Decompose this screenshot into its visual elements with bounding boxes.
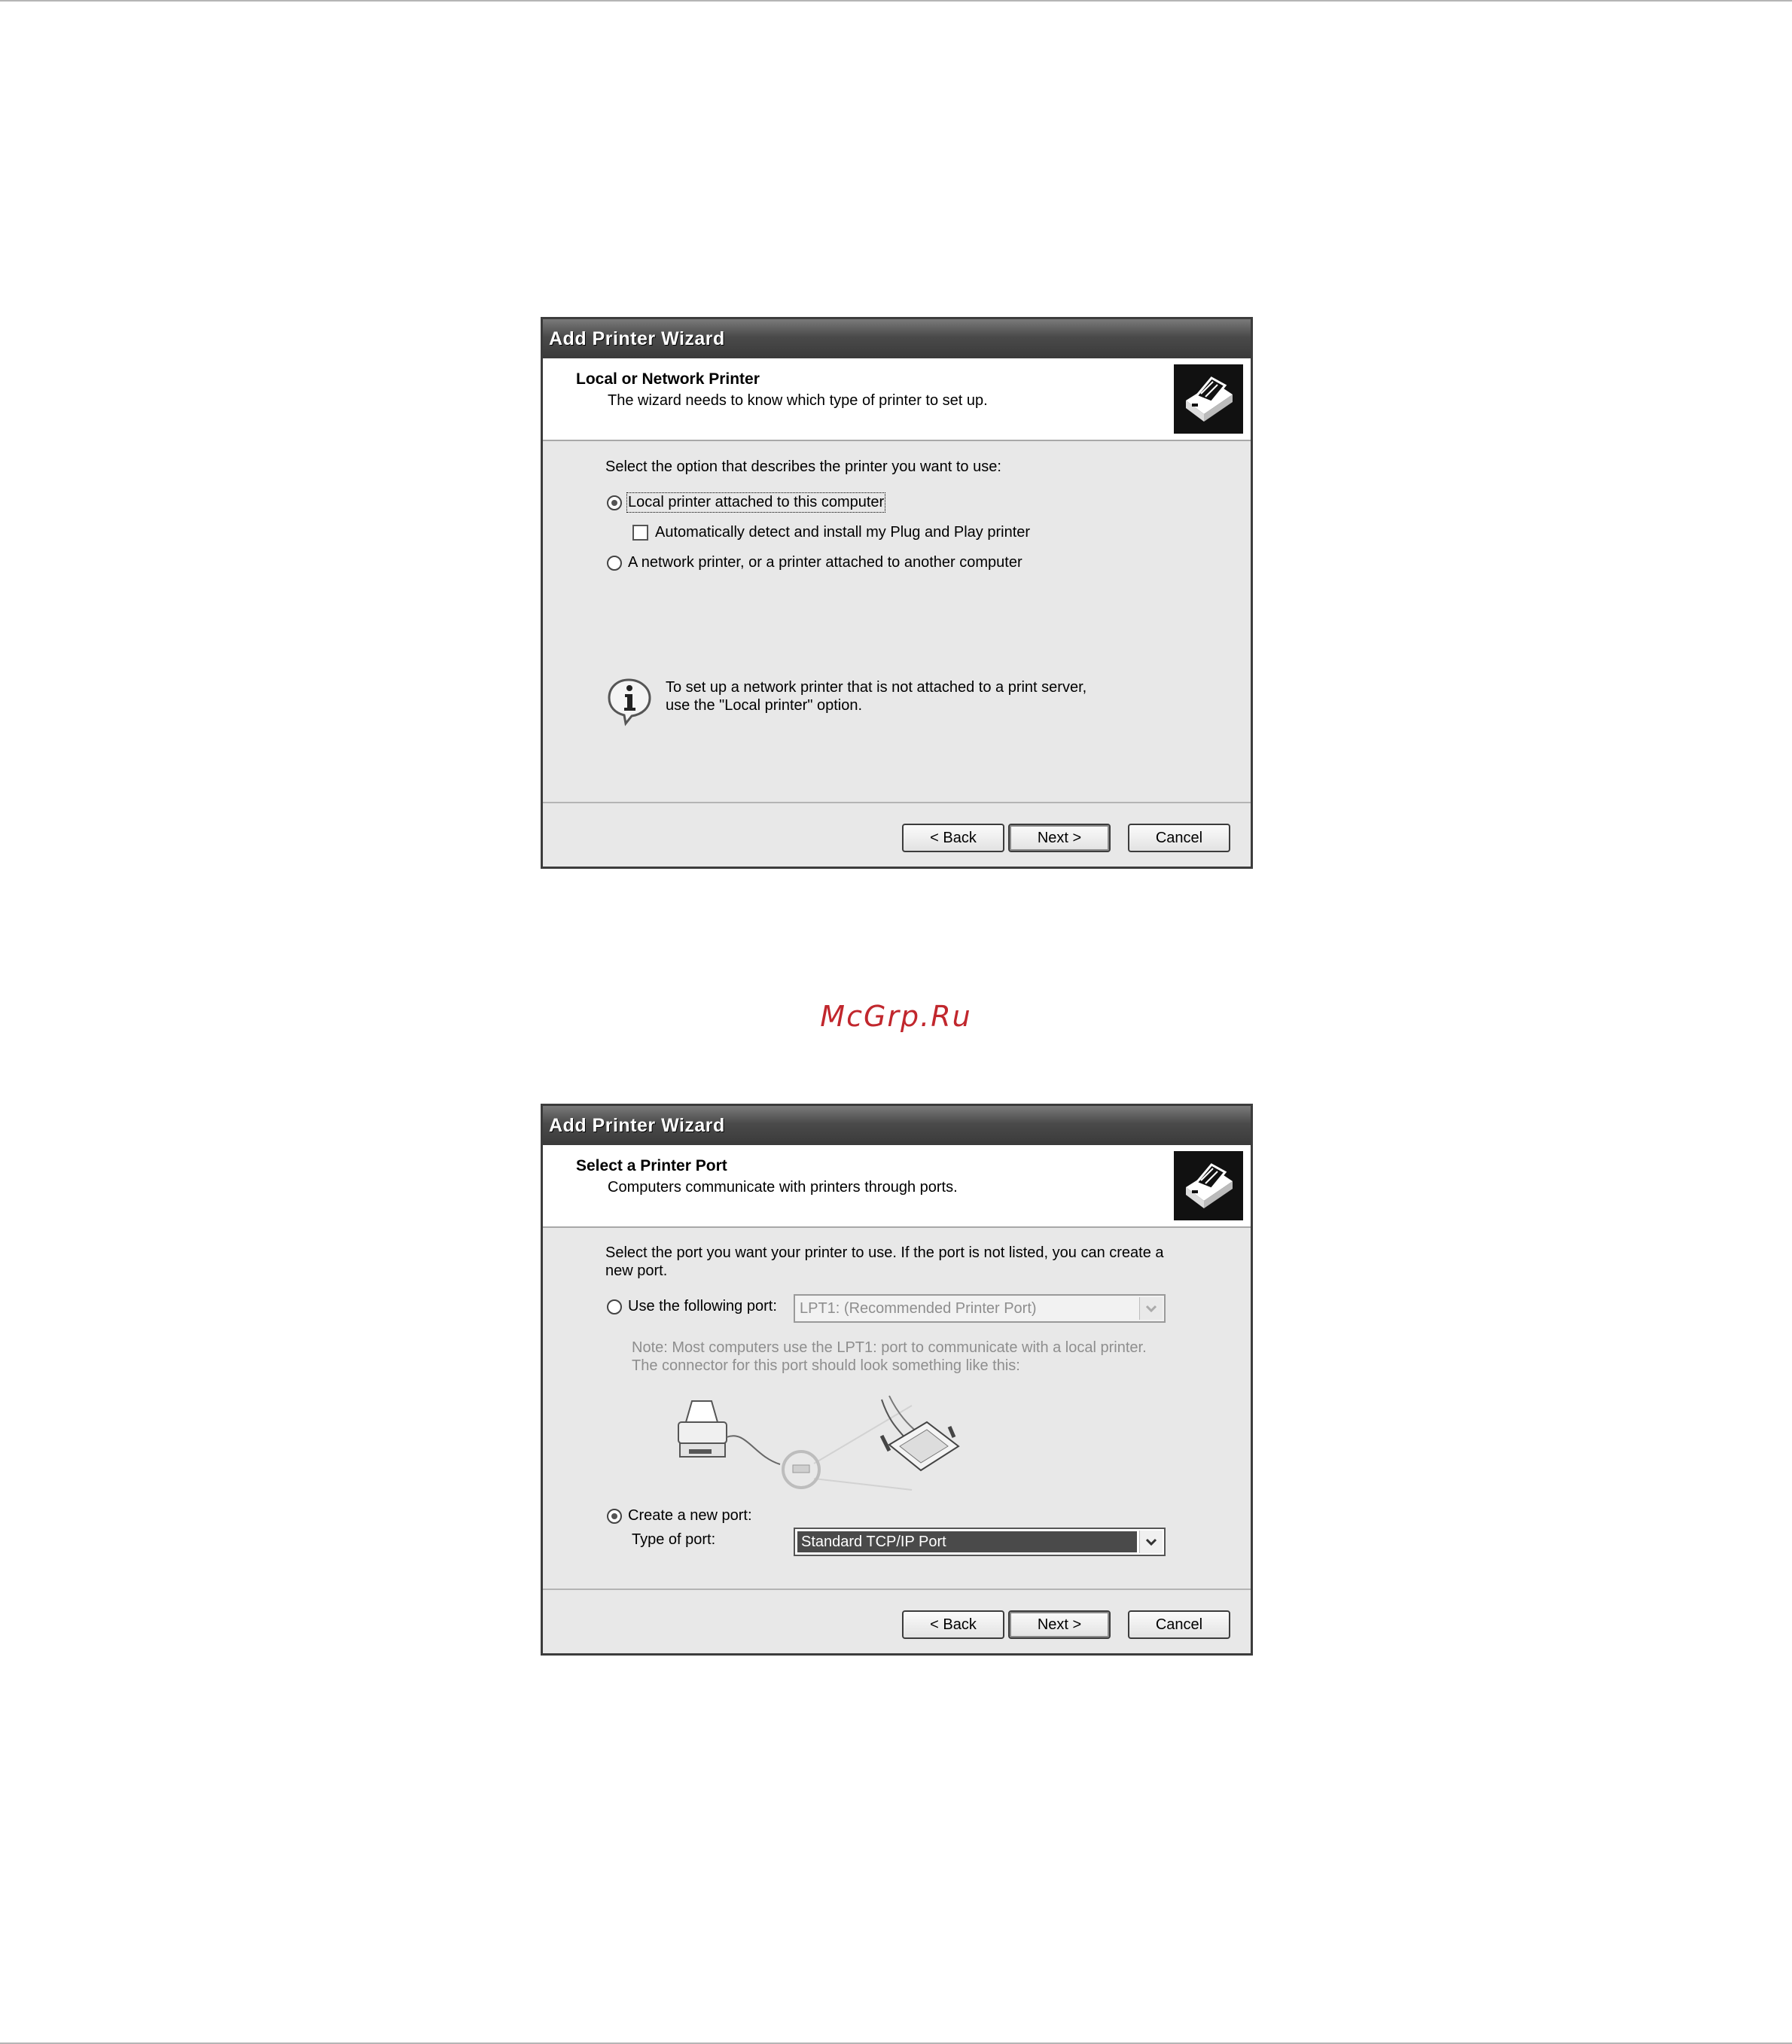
- next-button[interactable]: Next >: [1008, 824, 1111, 852]
- printer-icon: [1174, 1151, 1243, 1220]
- type-of-port-select[interactable]: [794, 1528, 1166, 1556]
- port-select-disabled[interactable]: [794, 1294, 1166, 1323]
- instruction-text: Select the option that describes the printer you want to use:: [605, 458, 1001, 475]
- type-of-port-label: Type of port:: [632, 1531, 716, 1548]
- port-select-value: LPT1: (Recommended Printer Port): [800, 1300, 1037, 1317]
- info-text-line-1: To set up a network printer that is not attached to a print server,: [666, 679, 1087, 696]
- add-printer-wizard-dialog-select-port: [541, 1104, 1253, 1656]
- footer-divider: [543, 1589, 1251, 1590]
- info-text-line-2: use the "Local printer" option.: [666, 697, 863, 714]
- back-button[interactable]: < Back: [902, 1610, 1004, 1639]
- instruction-text-line-2: new port.: [605, 1263, 668, 1279]
- plug-and-play-checkbox[interactable]: [632, 525, 648, 541]
- type-of-port-value: Standard TCP/IP Port: [801, 1534, 946, 1550]
- create-new-port-label[interactable]: Create a new port:: [628, 1507, 752, 1524]
- local-printer-label[interactable]: Local printer attached to this computer: [628, 494, 885, 510]
- header-subtitle: Computers communicate with printers through ports.: [608, 1179, 958, 1196]
- create-new-port-radio[interactable]: [607, 1509, 622, 1524]
- next-button[interactable]: Next >: [1008, 1610, 1111, 1639]
- header-title: Select a Printer Port: [576, 1157, 727, 1174]
- instruction-text-line-1: Select the port you want your printer to use. If the port is not listed, you can create a: [605, 1244, 1164, 1261]
- cancel-button[interactable]: Cancel: [1128, 824, 1230, 852]
- chevron-down-icon[interactable]: [1139, 1531, 1163, 1553]
- header-subtitle: The wizard needs to know which type of printer to set up.: [608, 392, 988, 409]
- network-printer-label[interactable]: A network printer, or a printer attached to another computer: [628, 554, 1022, 571]
- printer-connector-illustration: [663, 1392, 980, 1497]
- chevron-down-icon: [1139, 1297, 1163, 1320]
- info-icon: [606, 677, 656, 727]
- use-following-port-radio[interactable]: [607, 1299, 622, 1314]
- use-following-port-label[interactable]: Use the following port:: [628, 1298, 777, 1314]
- back-button[interactable]: < Back: [902, 824, 1004, 852]
- top-rule: [0, 0, 1792, 2]
- printer-icon: [1174, 364, 1243, 434]
- plug-and-play-label[interactable]: Automatically detect and install my Plug and Play printer: [655, 524, 1031, 541]
- wizard-header: [543, 1145, 1251, 1228]
- network-printer-radio[interactable]: [607, 556, 622, 571]
- watermark-text: McGrp.Ru: [820, 1000, 972, 1033]
- note-text-line-1: Note: Most computers use the LPT1: port to communicate with a local printer.: [632, 1339, 1147, 1356]
- header-title: Local or Network Printer: [576, 370, 760, 388]
- wizard-header: [543, 358, 1251, 441]
- note-text-line-2: The connector for this port should look something like this:: [632, 1357, 1020, 1374]
- footer-divider: [543, 802, 1251, 803]
- dialog-title: Add Printer Wizard: [543, 1106, 1251, 1145]
- dialog-title: Add Printer Wizard: [543, 319, 1251, 358]
- local-printer-radio[interactable]: [607, 495, 622, 510]
- cancel-button[interactable]: Cancel: [1128, 1610, 1230, 1639]
- add-printer-wizard-dialog-local-or-network: [541, 317, 1253, 869]
